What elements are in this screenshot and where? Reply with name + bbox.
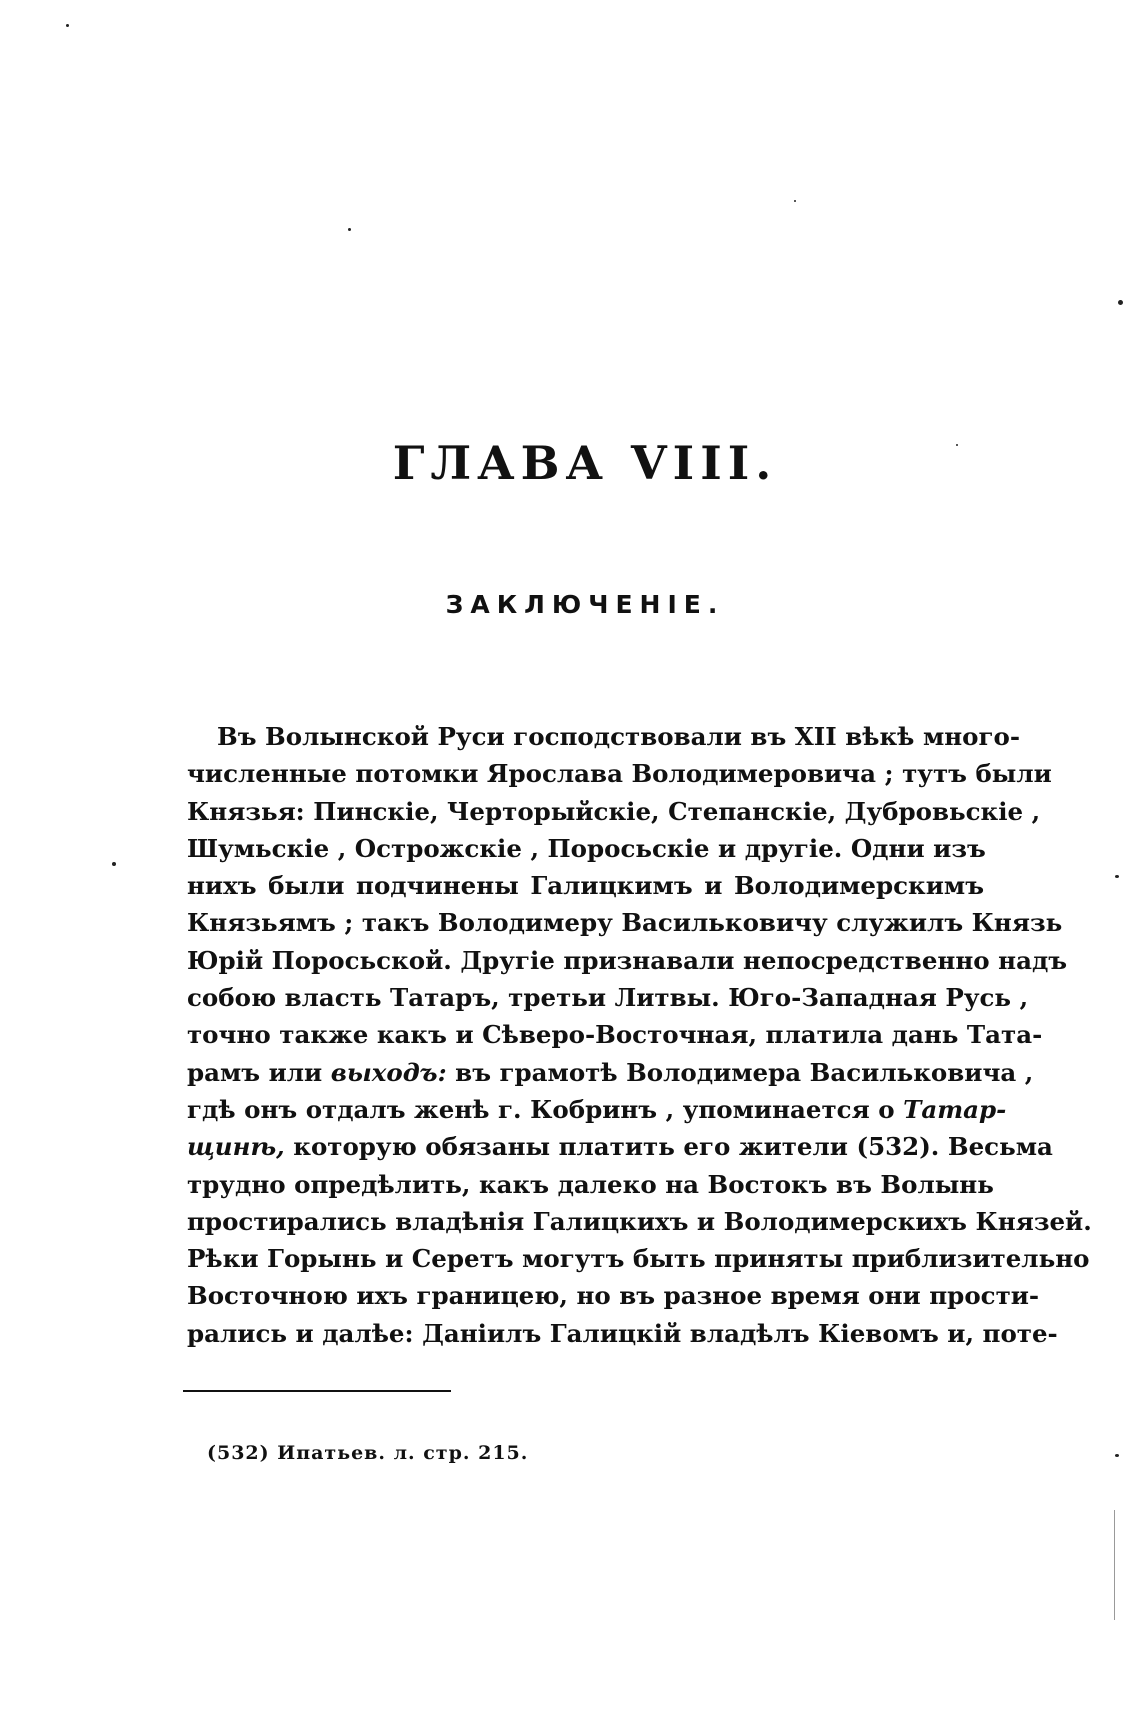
footnote-separator	[183, 1390, 451, 1392]
text-line: трудно опредѣлить, какъ далеко на Востокъ въ Волынь	[187, 1169, 994, 1199]
italic-term: щинѣ,	[187, 1132, 285, 1162]
text-line: собою власть Татаръ, третьи Литвы. Юго-Западная Русь ,	[187, 983, 1029, 1013]
scan-speck	[66, 24, 69, 27]
scan-speck	[348, 228, 351, 231]
text-line: численные потомки Ярослава Володимеровича ; тутъ были	[187, 759, 1052, 789]
text-segment: гдѣ онъ отдалъ женѣ г. Кобринъ , упоминается о	[187, 1094, 904, 1124]
text-line: Шумьскіе , Острожскіе , Поросьскіе и другіе. Одни изъ	[187, 833, 986, 863]
text-line: Князья: Пинскіе, Черторыйскіе, Степанскіе, Дубровьскіе ,	[187, 796, 1041, 826]
body-paragraph	[187, 718, 1092, 1352]
footnote: (532) Ипатьев. л. стр. 215.	[207, 1442, 529, 1464]
text-line: простирались владѣнія Галицкихъ и Володимерскихъ Князей.	[187, 1206, 1092, 1236]
text-line: Рѣки Горынь и Серетъ могутъ быть приняты приблизительно	[187, 1244, 1090, 1274]
italic-term: Татар-	[903, 1094, 1007, 1124]
chapter-heading: ГЛАВА VIII.	[392, 436, 778, 490]
scan-speck	[1118, 300, 1123, 305]
text-line: Въ Волынской Руси господствовали въ XII вѣкѣ много-	[217, 722, 1021, 751]
text-line: Восточною ихъ границею, но въ разное время они прости-	[187, 1281, 1040, 1311]
text-line: рались и далѣе: Даніилъ Галицкій владѣлъ Кіевомъ и, поте-	[187, 1318, 1058, 1348]
italic-term: выходъ:	[330, 1057, 447, 1087]
text-line	[187, 1091, 1007, 1128]
section-title: ЗАКЛЮЧЕНІЕ.	[445, 590, 725, 619]
scan-edge	[1114, 1510, 1115, 1620]
text-line: Князьямъ ; такъ Володимеру Васильковичу служилъ Князь	[187, 908, 1063, 938]
scan-speck	[956, 444, 958, 446]
text-segment: въ грамотѣ Володимера Васильковича ,	[446, 1057, 1034, 1087]
text-line: точно также какъ и Сѣверо-Восточная, платила дань Тата-	[187, 1020, 1043, 1050]
scan-speck	[1115, 875, 1119, 878]
text-line	[187, 1128, 1053, 1165]
text-segment: рамъ или	[187, 1057, 331, 1087]
scan-speck	[794, 200, 796, 202]
text-segment: которую обязаны платить его жители (532). Весьма	[284, 1132, 1053, 1162]
scan-speck	[112, 862, 116, 866]
text-line: Юрій Поросьской. Другіе признавали непосредственно надъ	[187, 945, 1068, 975]
text-line: нихъ были подчинены Галицкимъ и Володимерскимъ	[187, 871, 984, 901]
scan-speck	[1115, 1454, 1119, 1457]
text-line	[187, 1054, 1034, 1091]
